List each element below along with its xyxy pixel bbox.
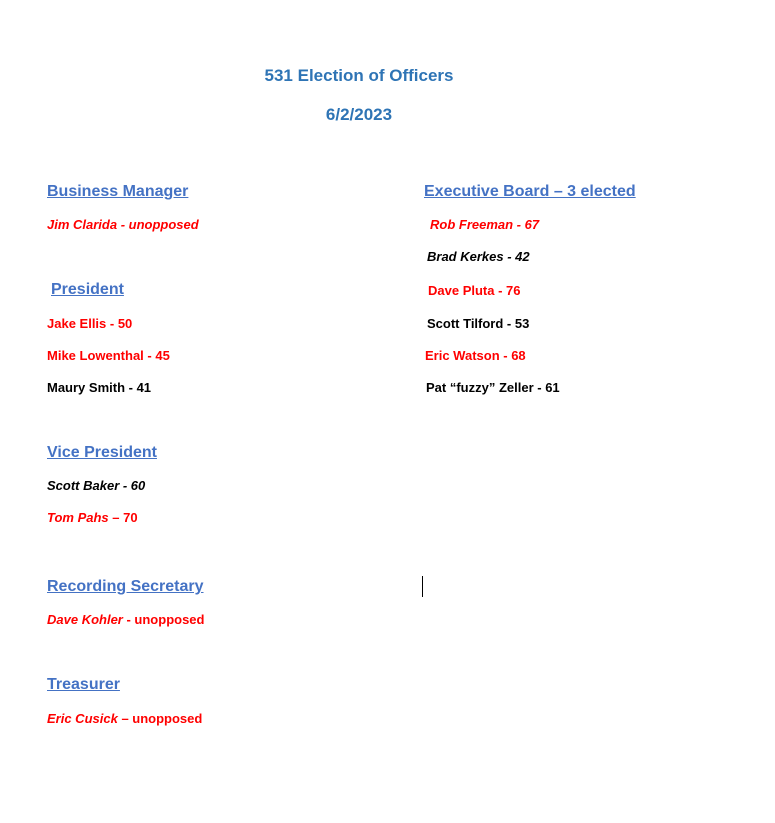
- candidate-vice-president-2: [47, 510, 138, 525]
- candidate-executive-board-4: Scott Tilford - 53: [427, 316, 530, 331]
- heading-recording-secretary: Recording Secretary: [47, 578, 204, 595]
- heading-vice-president: Vice President: [47, 444, 157, 461]
- candidate-result: - unopposed: [122, 612, 205, 627]
- candidate-executive-board-1: Rob Freeman - 67: [430, 217, 540, 232]
- candidate-executive-board-2: Brad Kerkes - 42: [427, 249, 530, 264]
- document-date: 6/2/2023: [325, 105, 393, 124]
- candidate-name: Eric Cusick: [47, 711, 118, 726]
- heading-president: President: [51, 281, 124, 298]
- candidate-vice-president-1: Scott Baker - 60: [47, 478, 146, 493]
- candidate-name: Dave Kohler: [47, 612, 123, 627]
- candidate-recording-secretary: [47, 612, 204, 627]
- candidate-treasurer: [47, 711, 202, 726]
- candidate-business-manager: [47, 217, 199, 232]
- candidate-result: – unopposed: [117, 711, 203, 726]
- candidate-name: Jim Clarida: [47, 217, 118, 232]
- document-title: 531 Election of Officers: [264, 66, 454, 85]
- candidate-result: - unopposed: [117, 217, 199, 232]
- candidate-name: Tom Pahs: [47, 510, 109, 525]
- heading-executive-board: Executive Board – 3 elected: [424, 183, 636, 200]
- candidate-president-3: Maury Smith - 41: [47, 380, 152, 395]
- candidate-president-1: Jake Ellis - 50: [47, 316, 133, 331]
- heading-business-manager: Business Manager: [47, 183, 189, 200]
- candidate-executive-board-6: Pat “fuzzy” Zeller - 61: [426, 380, 560, 395]
- text-cursor: [422, 576, 423, 597]
- candidate-president-2: Mike Lowenthal - 45: [47, 348, 170, 363]
- heading-treasurer: Treasurer: [47, 676, 120, 693]
- candidate-executive-board-3: Dave Pluta - 76: [428, 283, 521, 298]
- candidate-executive-board-5: Eric Watson - 68: [425, 348, 526, 363]
- candidate-result: – 70: [108, 510, 138, 525]
